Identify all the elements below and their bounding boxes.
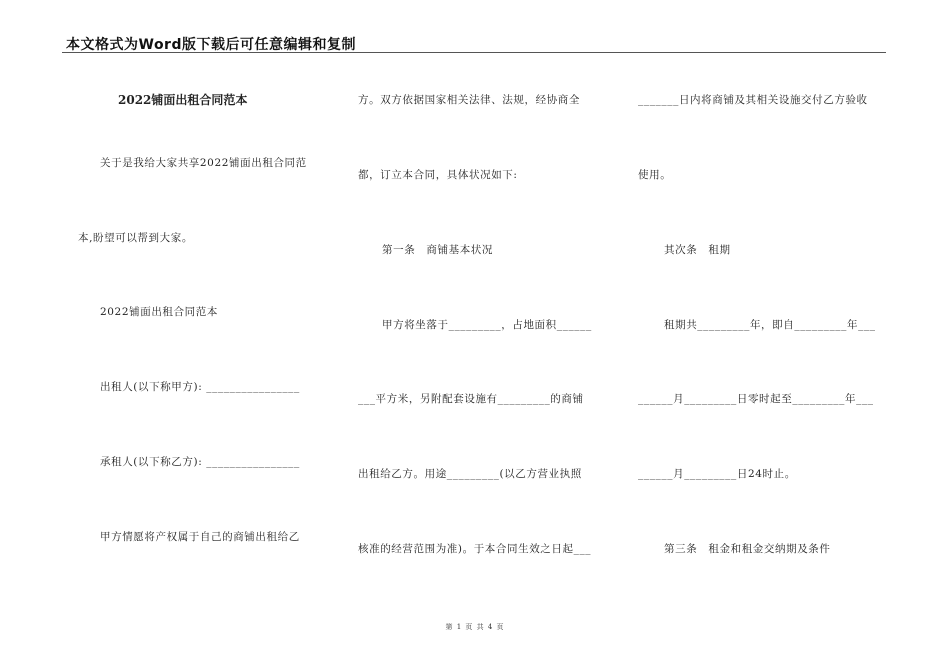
- document-title: 2022铺面出租合同范本: [118, 93, 248, 107]
- text-line: _______日内将商铺及其相关设施交付乙方验收: [638, 94, 868, 106]
- header-divider: [62, 52, 886, 53]
- section-heading: 2022铺面出租合同范本: [100, 306, 218, 318]
- text-line: 甲方将坐落于_________，占地面积______: [382, 319, 592, 331]
- text-line: 核准的经营范围为准)。于本合同生效之日起___: [358, 543, 592, 555]
- text-line: 方。双方依据国家相关法律、法规，经协商全: [358, 94, 580, 106]
- article-heading: 第三条 租金和租金交纳期及条件: [664, 543, 831, 555]
- document-header: 本文格式为Word版下载后可任意编辑和复制: [66, 37, 356, 53]
- text-line: 甲方情愿将产权属于自己的商铺出租给乙: [100, 531, 300, 543]
- text-line: 出租给乙方。用途_________(以乙方营业执照: [358, 468, 582, 480]
- tenant-line: 承租人(以下称乙方): ________________: [100, 456, 300, 468]
- landlord-line: 出租人(以下称甲方): ________________: [100, 381, 300, 393]
- article-heading: 其次条 租期: [664, 244, 731, 256]
- text-line: 都，订立本合同，具体状况如下:: [358, 169, 518, 181]
- text-line: ______月_________日24时止。: [638, 468, 796, 480]
- text-line: 本,盼望可以帮到大家。: [78, 232, 193, 244]
- article-heading: 第一条 商铺基本状况: [382, 244, 493, 256]
- text-line: ______月_________日零时起至_________年___: [638, 393, 874, 405]
- text-line: 关于是我给大家共享2022铺面出租合同范: [100, 157, 307, 169]
- text-line: 使用。: [638, 169, 672, 181]
- text-line: 租期共_________年，即自_________年___: [664, 319, 876, 331]
- text-line: ___平方米，另附配套设施有_________的商铺: [358, 393, 584, 405]
- page-number: 第 1 页 共 4 页: [445, 623, 505, 631]
